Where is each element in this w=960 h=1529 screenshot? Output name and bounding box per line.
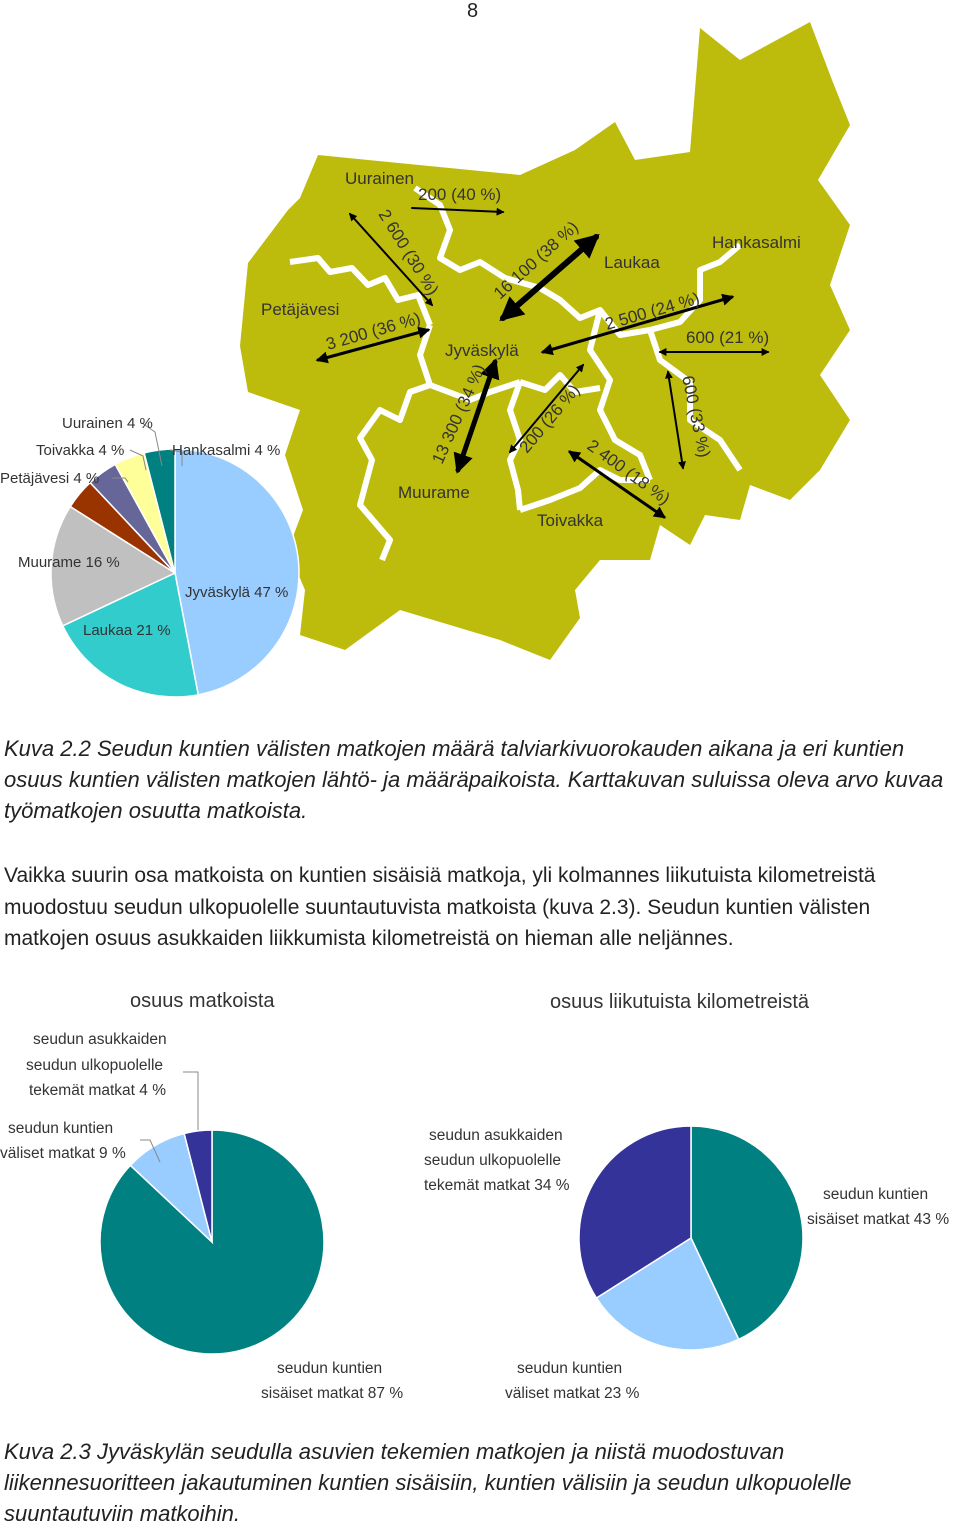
flow-label-uurainen-jyvaskyla: 2 600 (30 %): [374, 206, 443, 299]
pie3-label-within-line1: seudun kuntien: [823, 1186, 929, 1203]
flow-label-jyvaskyla-toivakka: 200 (26 %): [515, 380, 584, 457]
pie1-slice-0: [175, 449, 299, 695]
pie3-label-within-line2: sisäiset matkat 43 %: [807, 1211, 950, 1228]
figure-2-2-label: Kuva 2.2: [4, 736, 91, 761]
figure-2-2-text: Seudun kuntien välisten matkojen määrä talviarkivuorokauden aikana ja eri kuntien osuus kuntien välisten matkojen lähtö- ja määräpaikoista. Karttakuvan suluissa oleva arvo kuvaa työmatkojen osuutta matkoista.: [4, 736, 944, 823]
pie2-label-between-line2: väliset matkat 9 %: [0, 1145, 126, 1162]
pie3-label-outside-line3: tekemät matkat 34 %: [424, 1177, 570, 1194]
pie3-slices: [579, 1126, 803, 1350]
figure-2-3-label: Kuva 2.3: [4, 1439, 91, 1464]
pie2-slices: [100, 1130, 324, 1354]
pie3-label-between-line2: väliset matkat 23 %: [505, 1385, 640, 1402]
flow-label-laukaa-hankasalmi: 600 (21 %): [686, 328, 770, 347]
flow-label-toivakka-hankasalmi: 600 (33 %): [678, 373, 714, 460]
chart-share-of-kilometres: [424, 991, 949, 1402]
pie2-label-within-line1: seudun kuntien: [277, 1360, 383, 1377]
flow-label-uurainen-hankasalmi: 200 (40 %): [418, 185, 502, 204]
flow-label-jyvaskyla-hankasalmi: 2 500 (24 %): [602, 288, 702, 334]
pie2-label-between-line1: seudun kuntien: [8, 1120, 114, 1137]
pie2-label-outside-line2: seudun ulkopuolelle: [26, 1057, 164, 1074]
region-label-uurainen: Uurainen: [345, 169, 414, 188]
chart-share-of-trips: [0, 990, 403, 1402]
chart-municipal-shares: [0, 415, 299, 697]
figure-2-2-caption: [4, 733, 948, 826]
pie1-label-laukaa: Laukaa 21 %: [83, 622, 171, 639]
pie1-label-toivakka: Toivakka 4 %: [36, 442, 125, 459]
region-label-hankasalmi: Hankasalmi: [712, 233, 801, 252]
pie3-label-outside-line1: seudun asukkaiden: [429, 1127, 563, 1144]
region-label-toivakka: Toivakka: [537, 511, 604, 530]
pie1-label-petajavesi: Petäjävesi 4 %: [0, 470, 100, 487]
figure-2-3-caption: [4, 1436, 948, 1529]
body-paragraph: Vaikka suurin osa matkoista on kuntien sisäisiä matkoja, yli kolmannes liikutuista kilometreistä muodostuu seudun ulkopuolelle suuntautuvista matkoista (kuva 2.3). Seudun kuntien välisten matkojen osuus asukkaiden liikkumista kilometreistä on hieman alle neljännes.: [4, 864, 876, 950]
figure-2-3-text: Jyväskylän seudulla asuvien tekemien matkojen ja niistä muodostuvan liikennesuoritteen jakautuminen kuntien sisäisiin, kuntien välisiin ja seudun ulkopuolelle suuntautuviin matkoihin.: [4, 1439, 852, 1526]
flow-label-jyvaskyla-muurame: 13 300 (34 %): [428, 361, 490, 467]
pie1-label-jyvaskyla: Jyväskylä 47 %: [185, 584, 289, 601]
pie1-label-uurainen: Uurainen 4 %: [62, 415, 153, 432]
pie2-label-outside-line3: tekemät matkat 4 %: [29, 1082, 166, 1099]
flow-label-toivakka-laukaa: 2 400 (18 %): [583, 435, 674, 509]
pie3-label-between-line1: seudun kuntien: [517, 1360, 623, 1377]
page-number: 8: [466, 0, 479, 22]
region-label-laukaa: Laukaa: [604, 253, 660, 272]
region-label-petajavesi: Petäjävesi: [261, 300, 340, 319]
flow-label-jyvaskyla-laukaa: 16 100 (38 %): [489, 217, 583, 303]
pie2-title: osuus matkoista: [130, 990, 275, 1012]
region-map: [240, 22, 850, 660]
pie1-label-hankasalmi: Hankasalmi 4 %: [172, 442, 281, 459]
pie1-label-muurame: Muurame 16 %: [18, 554, 120, 571]
flow-label-petajavesi-jyvaskyla: 3 200 (36 %): [323, 308, 423, 354]
region-label-jyvaskyla: Jyväskylä: [445, 341, 519, 360]
pie3-title: osuus liikutuista kilometreistä: [550, 991, 809, 1013]
pie2-label-within-line2: sisäiset matkat 87 %: [261, 1385, 404, 1402]
region-label-muurame: Muurame: [398, 483, 470, 502]
pie3-label-outside-line2: seudun ulkopuolelle: [424, 1152, 562, 1169]
pie2-label-outside-line1: seudun asukkaiden: [33, 1031, 167, 1048]
